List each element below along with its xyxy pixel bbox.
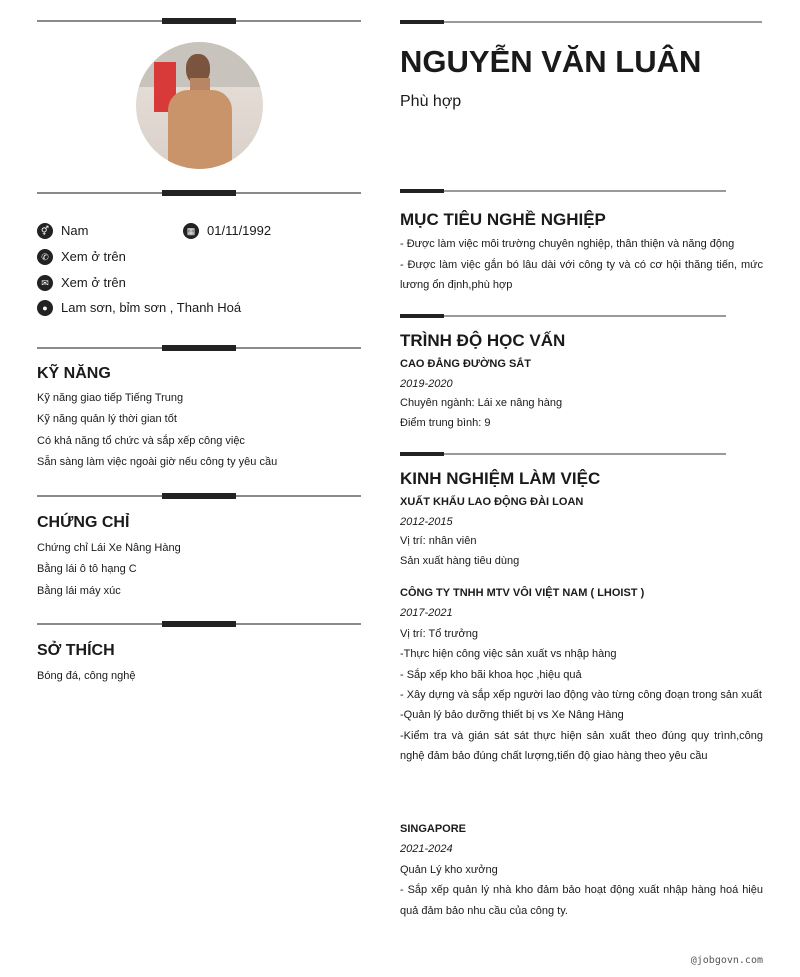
job-detail: Vị trí: Tổ trưởng <box>400 627 478 640</box>
education-heading: TRÌNH ĐỘ HỌC VẤN <box>400 331 566 350</box>
job-detail: -Kiểm tra và gián sát sát thực hiện sản xuất theo đúng quy trình,công nghệ đảm bảo đúng chất lượng,tiến độ giao hàng theo yêu cầu <box>400 729 763 763</box>
job-detail: - Xây dựng và sắp xếp người lao động vào từng công đoạn trong sản xuất <box>400 689 762 702</box>
gender: Nam <box>61 223 89 238</box>
certificates-heading: CHỨNG CHỈ <box>37 514 130 531</box>
avatar-photo <box>136 42 263 169</box>
calendar-icon: ▦ <box>183 223 199 239</box>
job-detail: Vị trí: nhân viên <box>400 535 477 547</box>
divider <box>400 453 726 455</box>
job-entry <box>400 493 763 571</box>
job-detail: -Thực hiện công việc sản xuất vs nhập hàng <box>400 648 617 661</box>
major: Chuyên ngành: Lái xe nâng hàng <box>400 397 563 409</box>
email-row <box>37 273 126 293</box>
company-name: XUẤT KHẨU LAO ĐỘNG ĐÀI LOAN <box>400 496 584 508</box>
job-period: 2012-2015 <box>400 515 453 528</box>
list-item: Chứng chỉ Lái Xe Nâng Hàng <box>37 542 181 554</box>
job-detail: -Quản lý bảo dưỡng thiết bị vs Xe Nâng Hàng <box>400 709 624 722</box>
candidate-name: NGUYỄN VĂN LUÂN <box>400 44 702 79</box>
job-detail: Sản xuất hàng tiêu dùng <box>400 554 520 567</box>
divider <box>400 190 726 192</box>
divider <box>37 347 361 349</box>
divider <box>37 623 361 625</box>
divider <box>37 495 361 497</box>
phone-row <box>37 247 126 267</box>
list-item: Sẵn sàng làm việc ngoài giờ nếu công ty yêu cầu <box>37 455 278 468</box>
education-entry <box>400 355 763 433</box>
list-item: Bằng lái ô tô hạng C <box>37 563 137 576</box>
experience-heading: KINH NGHIỆM LÀM VIỆC <box>400 469 601 488</box>
list-item: Kỹ năng giao tiếp Tiếng Trung <box>37 392 184 404</box>
job-entry <box>400 583 763 767</box>
list-item: Bóng đá, công nghệ <box>37 670 136 682</box>
education-period: 2019-2020 <box>400 377 453 390</box>
birthday: 01/11/1992 <box>207 223 272 238</box>
phone-icon: ✆ <box>37 249 53 265</box>
email-icon: ✉ <box>37 275 53 291</box>
email: Xem ở trên <box>61 275 126 290</box>
desired-position: Phù hợp <box>400 93 462 110</box>
job-period: 2017-2021 <box>400 607 453 620</box>
address-row <box>37 298 241 318</box>
objective-text <box>400 234 763 296</box>
objective-heading: MỤC TIÊU NGHỀ NGHIỆP <box>400 210 606 229</box>
job-detail: - Sắp xếp kho bãi khoa học ,hiệu quả <box>400 668 582 681</box>
location-pin-icon: ● <box>37 300 53 316</box>
company-name: CÔNG TY TNHH MTV VÔI VIỆT NAM ( LHOIST ) <box>400 587 645 599</box>
gender-icon: ⚥ <box>37 223 53 239</box>
school-name: CAO ĐẲNG ĐƯỜNG SẮT <box>400 358 531 370</box>
skills-list <box>37 388 277 473</box>
gpa: Điểm trung bình: 9 <box>400 416 491 429</box>
list-item: Bằng lái máy xúc <box>37 584 121 597</box>
address: Lam sơn, bỉm sơn , Thanh Hoá <box>61 300 242 315</box>
list-item: - Được làm việc gắn bó lâu dài với công ty và có cơ hội thăng tiến, mức lương ổn định,phù hợp <box>400 258 763 292</box>
job-period: 2021-2024 <box>400 843 453 856</box>
gender-row <box>37 221 88 241</box>
list-item: Kỹ năng quản lý thời gian tốt <box>37 413 177 426</box>
list-item: Có khả năng tổ chức và sắp xếp công việc <box>37 434 245 447</box>
job-detail: - Sắp xếp quản lý nhà kho đảm bảo hoạt động xuất nhập hàng hoá hiệu quả đảm bảo nhu cầu của công ty. <box>400 884 763 917</box>
job-detail: Quản Lý kho xưởng <box>400 863 498 876</box>
divider <box>37 192 361 194</box>
divider <box>400 315 726 317</box>
list-item: - Được làm việc môi trường chuyên nghiệp, thân thiện và năng động <box>400 238 735 250</box>
hobbies-heading: SỞ THÍCH <box>37 642 115 659</box>
skills-heading: KỸ NĂNG <box>37 365 111 382</box>
watermark: @jobgovn.com <box>690 955 763 966</box>
certificates-list <box>37 538 181 602</box>
hobbies-list <box>37 666 135 687</box>
divider <box>37 20 361 22</box>
job-entry <box>400 819 763 921</box>
company-name: SINGAPORE <box>400 823 467 835</box>
phone: Xem ở trên <box>61 249 126 264</box>
divider <box>400 21 762 23</box>
birthday-row <box>183 221 271 241</box>
